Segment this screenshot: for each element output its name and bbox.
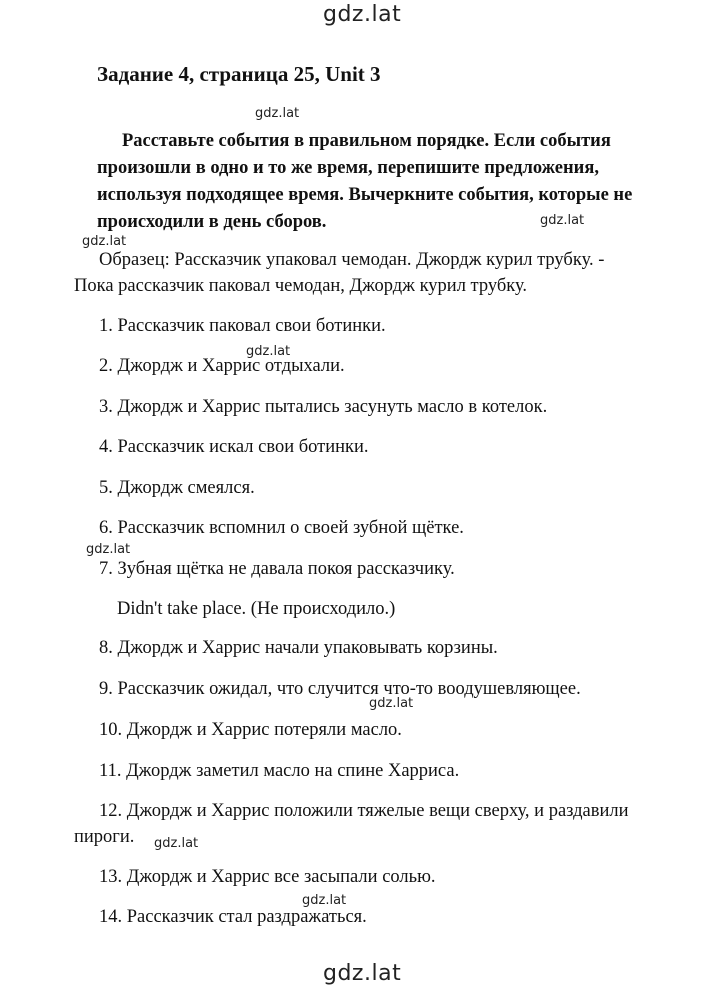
list-item: 14. Рассказчик стал раздражаться.: [99, 907, 367, 927]
task-line: произошли в одно и то же время, перепишите предложения,: [97, 158, 599, 178]
list-item: 3. Джордж и Харрис пытались засунуть масло в котелок.: [99, 397, 548, 417]
watermark: gdz.lat: [246, 344, 291, 359]
watermark: gdz.lat: [82, 234, 127, 249]
watermark: gdz.lat: [86, 542, 131, 557]
list-item: 7. Зубная щётка не давала покоя рассказчику.: [99, 559, 455, 579]
page-title: Задание 4, страница 25, Unit 3: [97, 62, 381, 86]
watermark: gdz.lat: [302, 893, 347, 908]
list-item: 9. Рассказчик ожидал, что случится что-то воодушевляющее.: [99, 679, 581, 699]
watermark: gdz.lat: [255, 106, 300, 121]
list-item: 5. Джордж смеялся.: [99, 478, 255, 498]
watermark-top: gdz.lat: [323, 2, 402, 27]
list-item: 12. Джордж и Харрис положили тяжелые вещи сверху, и раздавили: [99, 801, 629, 821]
list-item-continuation: пироги.: [74, 827, 135, 847]
list-item: 8. Джордж и Харрис начали упаковывать корзины.: [99, 638, 498, 658]
list-item: 2. Джордж и Харрис отдыхали.: [99, 356, 345, 376]
list-item-note: Didn't take place. (Не происходило.): [117, 599, 396, 619]
task-line: Расставьте события в правильном порядке. Если события: [122, 131, 611, 151]
list-item: 1. Рассказчик паковал свои ботинки.: [99, 316, 386, 336]
task-line: используя подходящее время. Вычеркните события, которые не: [97, 185, 633, 205]
watermark: gdz.lat: [369, 696, 414, 711]
list-item: 10. Джордж и Харрис потеряли масло.: [99, 720, 402, 740]
example-line: Образец: Рассказчик упаковал чемодан. Джордж курил трубку. -: [99, 250, 605, 270]
example-line: Пока рассказчик паковал чемодан, Джордж курил трубку.: [74, 276, 528, 296]
task-line: происходили в день сборов.: [97, 212, 327, 232]
list-item: 4. Рассказчик искал свои ботинки.: [99, 437, 369, 457]
list-item: 6. Рассказчик вспомнил о своей зубной щётке.: [99, 518, 464, 538]
watermark-bottom: gdz.lat: [323, 961, 402, 986]
list-item: 13. Джордж и Харрис все засыпали солью.: [99, 867, 436, 887]
watermark: gdz.lat: [154, 836, 199, 851]
watermark: gdz.lat: [540, 213, 585, 228]
list-item: 11. Джордж заметил масло на спине Харриса.: [99, 761, 460, 781]
